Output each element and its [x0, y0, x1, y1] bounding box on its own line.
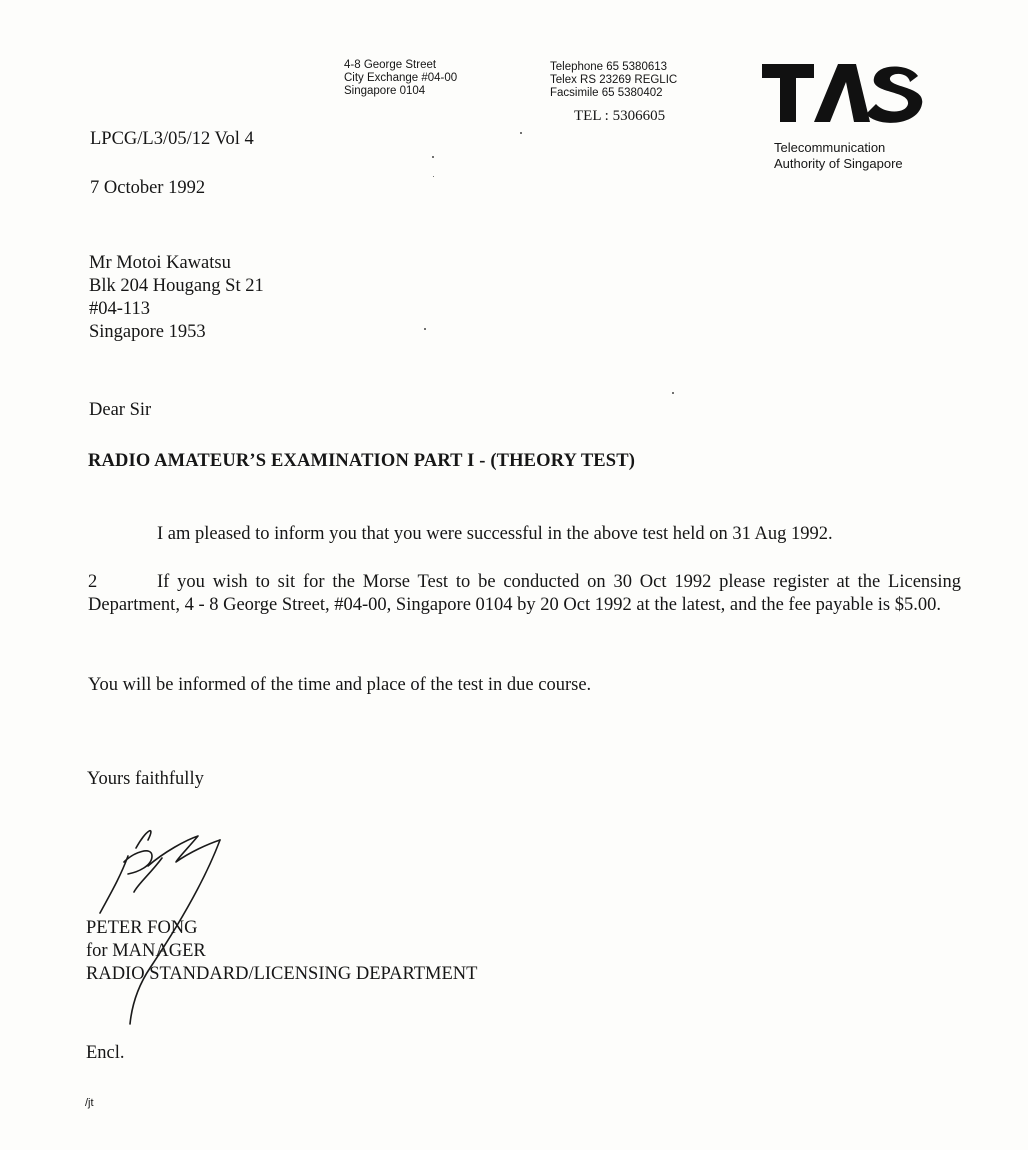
org-name-line: Telecommunication	[774, 140, 886, 155]
typist-reference: /jt	[85, 1097, 94, 1109]
scan-speck	[520, 132, 522, 134]
signatory-block	[86, 917, 477, 986]
org-name-line: Authority of Singapore	[774, 156, 903, 171]
signatory-name: PETER FONG	[86, 918, 198, 938]
address-line: 4-8 George Street	[344, 59, 437, 71]
letter-date: 7 October 1992	[90, 178, 206, 198]
facsimile-line: Facsimile 65 5380402	[550, 87, 663, 99]
recipient-line: Singapore 1953	[89, 322, 206, 342]
enclosure-note: Encl.	[86, 1043, 125, 1063]
tas-logo	[760, 60, 924, 126]
letterhead-contacts	[550, 61, 677, 100]
scan-speck	[672, 392, 674, 394]
subject-line: RADIO AMATEUR’S EXAMINATION PART I - (THEORY TEST)	[88, 451, 636, 471]
paragraph-2-number: 2	[88, 572, 98, 592]
signatory-role: for MANAGER	[86, 941, 206, 961]
organisation-name	[774, 140, 903, 172]
telex-line: Telex RS 23269 REGLIC	[550, 74, 678, 86]
paragraph-1: I am pleased to inform you that you were successful in the above test held on 31 Aug 1992.	[157, 524, 833, 544]
recipient-name: Mr Motoi Kawatsu	[89, 253, 231, 273]
scan-speck	[424, 328, 426, 330]
scan-speck	[432, 156, 434, 158]
telephone-line: Telephone 65 5380613	[550, 61, 668, 73]
recipient-line: #04-113	[89, 299, 150, 319]
address-line: City Exchange #04-00	[344, 72, 458, 84]
paragraph-2: If you wish to sit for the Morse Test to be conducted on 30 Oct 1992 please register at the Licensing Department, 4 - 8 George Street, #04-00, Singapore 0104 by 20 Oct 1992 at the latest, and the fee payable is $5.00.	[88, 572, 961, 615]
signatory-department: RADIO STANDARD/LICENSING DEPARTMENT	[86, 964, 478, 984]
salutation: Dear Sir	[89, 400, 152, 420]
closing: Yours faithfully	[87, 769, 204, 789]
paragraph-3: You will be informed of the time and place of the test in due course.	[88, 675, 592, 695]
scan-speck	[433, 176, 434, 177]
recipient-address	[89, 252, 264, 344]
recipient-line: Blk 204 Hougang St 21	[89, 276, 264, 296]
tel-stamp: TEL : 5306605	[574, 108, 666, 124]
reference-number: LPCG/L3/05/12 Vol 4	[90, 129, 254, 149]
letterhead-address	[344, 59, 457, 98]
address-line: Singapore 0104	[344, 85, 426, 97]
